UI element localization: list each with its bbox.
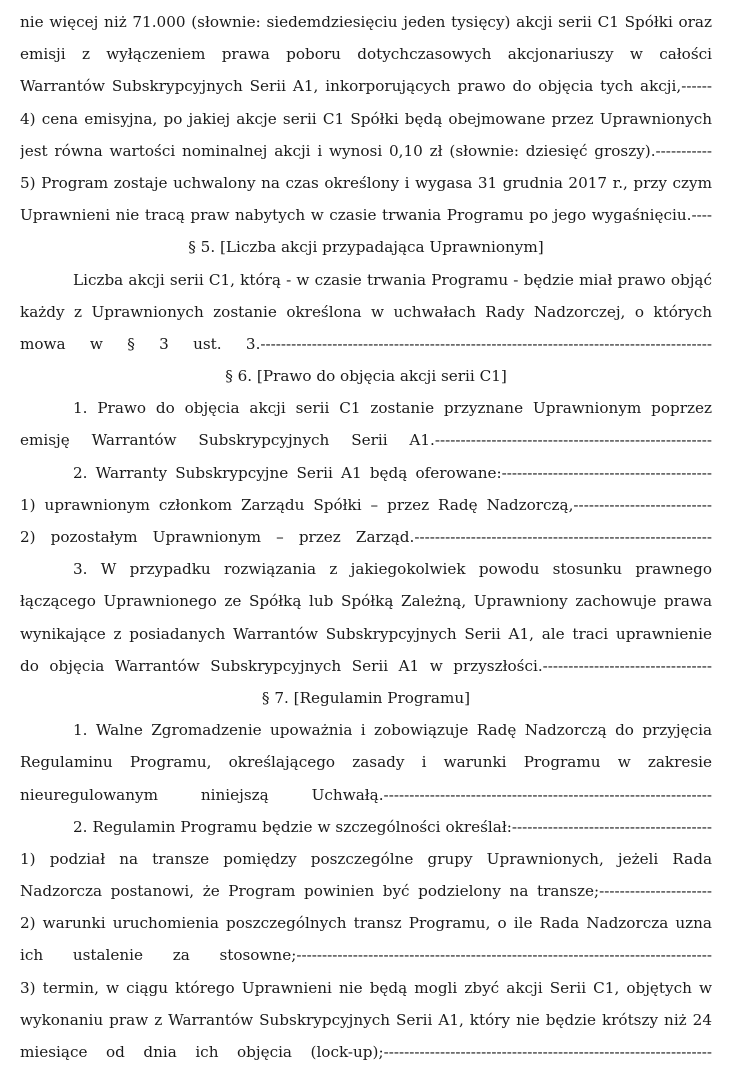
text-line: 2. Regulamin Programu będzie w szczególności określał:--------------------------------------- bbox=[73, 817, 712, 836]
text-line: emisję Warrantów Subskrypcyjnych Serii A1.------------------------------------------------------ bbox=[20, 431, 712, 450]
text-line: emisji z wyłączeniem prawa poboru dotychczasowych akcjonariuszy w całości bbox=[20, 45, 712, 64]
text-line: jest równa wartości nominalnej akcji i wynosi 0,10 zł (słownie: dziesięć groszy).----------- bbox=[20, 141, 712, 160]
text-line: Warrantów Subskrypcyjnych Serii A1, inkorporujących prawo do objęcia tych akcji,------ bbox=[20, 77, 712, 96]
text-line: 1) uprawnionym członkom Zarządu Spółki – przez Radę Nadzorczą,--------------------------- bbox=[20, 495, 712, 514]
text-line: Regulaminu Programu, określającego zasady i warunki Programu w zakresie bbox=[20, 753, 712, 772]
text-line: 4) cena emisyjna, po jakiej akcje serii C1 Spółki będą obejmowane przez Uprawnionych bbox=[20, 109, 712, 128]
text-line: 1) podział na transze pomiędzy poszczególne grupy Uprawnionych, jeżeli Rada bbox=[20, 849, 712, 868]
text-line: 5) Program zostaje uchwalony na czas określony i wygasa 31 grudnia 2017 r., przy czym bbox=[20, 173, 712, 192]
text-line: 2) pozostałym Uprawnionym – przez Zarząd.---------------------------------------------------------- bbox=[20, 528, 712, 546]
text-line: 2. Warranty Subskrypcyjne Serii A1 będą oferowane:----------------------------------------- bbox=[73, 463, 712, 482]
text-line: mowa w § 3 ust. 3.---------------------------------------------------------------------------------------- bbox=[20, 334, 712, 353]
text-line: ich ustalenie za stosowne;--------------------------------------------------------------------------------- bbox=[20, 946, 712, 965]
text-line: 1. Walne Zgromadzenie upoważnia i zobowiązuje Radę Nadzorczą do przyjęcia bbox=[73, 721, 712, 740]
text-line: Nadzorcza postanowi, że Program powinien być podzielony na transze;---------------------- bbox=[20, 882, 712, 901]
text-line: do objęcia Warrantów Subskrypcyjnych Serii A1 w przyszłości.--------------------------------- bbox=[20, 656, 712, 675]
text-line: wynikające z posiadanych Warrantów Subskrypcyjnych Serii A1, ale traci uprawnienie bbox=[20, 624, 712, 643]
section-heading-6: § 6. [Prawo do objęcia akcji serii C1] bbox=[225, 367, 507, 386]
text-line: Uprawnieni nie tracą praw nabytych w czasie trwania Programu po jego wygaśnięciu.---- bbox=[20, 206, 712, 225]
text-line: 2) warunki uruchomienia poszczególnych transz Programu, o ile Rada Nadzorcza uzna bbox=[20, 914, 712, 933]
text-line: nie więcej niż 71.000 (słownie: siedemdziesięciu jeden tysięcy) akcji serii C1 Spółki oraz bbox=[20, 13, 712, 31]
text-line: nieuregulowanym niniejszą Uchwałą.---------------------------------------------------------------- bbox=[20, 785, 712, 804]
text-line: Liczba akcji serii C1, którą - w czasie trwania Programu - będzie miał prawo objąć bbox=[73, 270, 712, 289]
text-line: wykonaniu praw z Warrantów Subskrypcyjnych Serii A1, który nie będzie krótszy niż 24 bbox=[20, 1010, 712, 1029]
text-line: 1. Prawo do objęcia akcji serii C1 zostanie przyznane Uprawnionym poprzez bbox=[73, 399, 712, 418]
section-heading-7: § 7. [Regulamin Programu] bbox=[261, 688, 471, 707]
text-line: łączącego Uprawnionego ze Spółką lub Spółką Zależną, Uprawniony zachowuje prawa bbox=[20, 592, 712, 611]
section-heading-5: § 5. [Liczba akcji przypadająca Uprawnionym] bbox=[188, 238, 544, 257]
text-line: 3. W przypadku rozwiązania z jakiegokolwiek powodu stosunku prawnego bbox=[73, 560, 712, 579]
text-line: miesiące od dnia ich objęcia (lock-up);---------------------------------------------------------------- bbox=[20, 1043, 712, 1061]
text-line: 3) termin, w ciągu którego Uprawnieni nie będą mogli zbyć akcji Serii C1, objętych w bbox=[20, 978, 712, 997]
text-line: każdy z Uprawnionych zostanie określona w uchwałach Rady Nadzorczej, o których bbox=[20, 302, 712, 321]
